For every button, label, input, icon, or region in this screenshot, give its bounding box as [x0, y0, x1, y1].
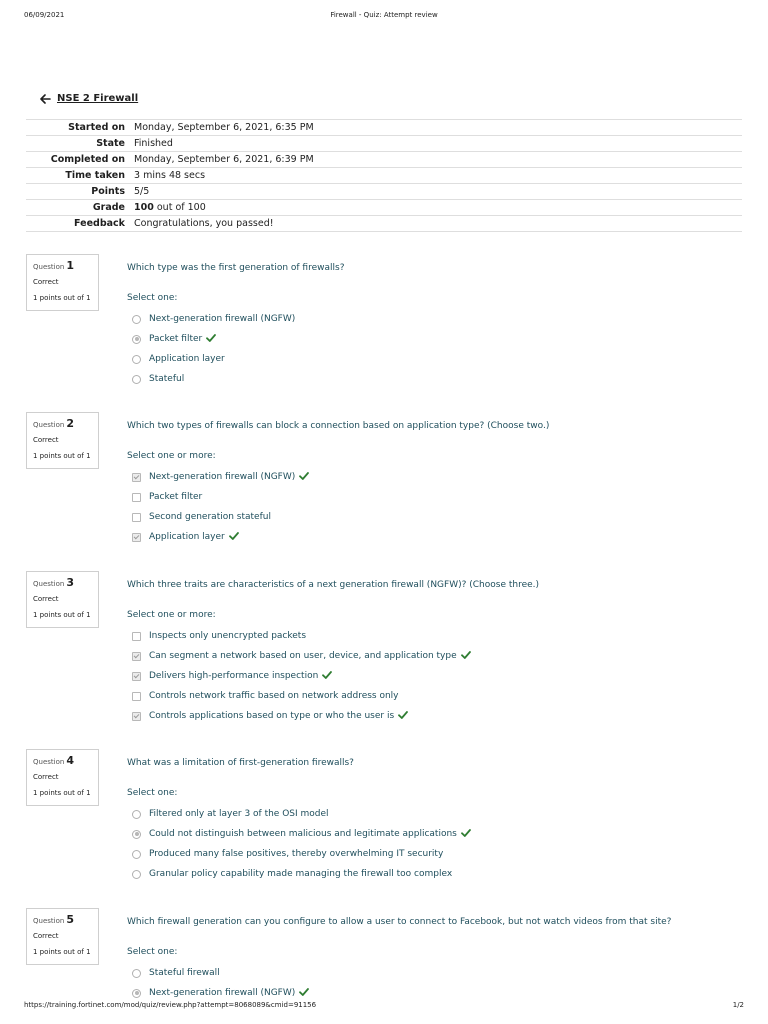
answer-radio[interactable] [132, 375, 141, 384]
answer-list [132, 626, 471, 726]
answer-text: Produced many false positives, thereby overwhelming IT security [149, 849, 444, 859]
question-3 [26, 571, 746, 736]
summary-key: Completed on [26, 152, 134, 168]
answer-option[interactable] [132, 507, 309, 527]
print-date: 06/09/2021 [24, 11, 65, 19]
question-label: Question [33, 758, 65, 766]
summary-row [26, 168, 742, 184]
question-number-value: 3 [66, 576, 74, 589]
answer-text: Application layer [149, 354, 225, 364]
print-header [24, 11, 744, 21]
answer-text: Delivers high-performance inspection [149, 671, 319, 681]
correct-check-icon [299, 472, 309, 483]
answer-text: Granular policy capability made managing the firewall too complex [149, 869, 453, 879]
answer-checkbox[interactable] [132, 533, 141, 542]
answer-text: Stateful [149, 374, 185, 384]
question-label: Question [33, 580, 65, 588]
answer-text: Could not distinguish between malicious and legitimate applications [149, 829, 457, 839]
answer-radio[interactable] [132, 870, 141, 879]
summary-key: State [26, 136, 134, 152]
answer-option[interactable] [132, 487, 309, 507]
summary-value: Finished [134, 136, 742, 152]
summary-row [26, 216, 742, 232]
page-number: 1/2 [732, 1001, 744, 1009]
print-footer [24, 1001, 744, 1011]
answer-option[interactable] [132, 804, 471, 824]
grade-total: out of 100 [153, 202, 206, 213]
summary-value [134, 200, 742, 216]
question-label: Question [33, 421, 65, 429]
question-number [33, 259, 74, 272]
summary-value: Monday, September 6, 2021, 6:39 PM [134, 152, 742, 168]
answer-option[interactable] [132, 309, 295, 329]
answer-checkbox[interactable] [132, 473, 141, 482]
summary-row [26, 152, 742, 168]
answer-prompt: Select one or more: [127, 610, 216, 620]
question-grade: 1 points out of 1 [33, 452, 91, 460]
answer-option[interactable] [132, 824, 471, 844]
answer-radio[interactable] [132, 830, 141, 839]
summary-value: 5/5 [134, 184, 742, 200]
question-text: Which firewall generation can you configure to allow a user to connect to Facebook, but not watch videos from that site? [127, 917, 672, 927]
answer-option[interactable] [132, 963, 309, 983]
question-number-value: 2 [66, 417, 74, 430]
answer-list [132, 963, 309, 1003]
question-grade: 1 points out of 1 [33, 789, 91, 797]
question-grade: 1 points out of 1 [33, 611, 91, 619]
answer-radio[interactable] [132, 989, 141, 998]
question-grade: 1 points out of 1 [33, 294, 91, 302]
answer-radio[interactable] [132, 335, 141, 344]
question-text: Which two types of firewalls can block a connection based on application type? (Choose two.) [127, 421, 550, 431]
answer-radio[interactable] [132, 969, 141, 978]
question-info-box [26, 749, 99, 806]
answer-text: Inspects only unencrypted packets [149, 631, 307, 641]
question-state: Correct [33, 278, 59, 286]
question-text: What was a limitation of first-generation firewalls? [127, 758, 354, 768]
question-number-value: 4 [66, 754, 74, 767]
question-info-box [26, 412, 99, 469]
correct-check-icon [322, 671, 332, 682]
summary-row [26, 136, 742, 152]
answer-radio[interactable] [132, 850, 141, 859]
answer-radio[interactable] [132, 355, 141, 364]
question-4 [26, 749, 746, 894]
correct-check-icon [229, 532, 239, 543]
question-number [33, 417, 74, 430]
attempt-summary-table [26, 119, 742, 232]
correct-check-icon [398, 711, 408, 722]
question-number [33, 754, 74, 767]
answer-prompt: Select one: [127, 293, 178, 303]
question-grade: 1 points out of 1 [33, 948, 91, 956]
question-label: Question [33, 263, 65, 271]
question-info-box [26, 908, 99, 965]
question-number [33, 576, 74, 589]
answer-checkbox[interactable] [132, 513, 141, 522]
answer-text: Application layer [149, 532, 225, 542]
answer-checkbox[interactable] [132, 672, 141, 681]
answer-option[interactable] [132, 467, 309, 487]
question-info-box [26, 571, 99, 628]
summary-row [26, 120, 742, 136]
summary-value: 3 mins 48 secs [134, 168, 742, 184]
answer-text: Packet filter [149, 492, 203, 502]
answer-text: Filtered only at layer 3 of the OSI model [149, 809, 329, 819]
summary-row [26, 200, 742, 216]
answer-list [132, 467, 309, 547]
back-link-nse2-firewall[interactable] [40, 93, 138, 104]
question-info-box [26, 254, 99, 311]
question-state: Correct [33, 773, 59, 781]
grade-score: 100 [134, 202, 154, 213]
summary-key: Started on [26, 120, 134, 136]
arrow-left-icon [40, 94, 51, 104]
question-state: Correct [33, 595, 59, 603]
answer-checkbox[interactable] [132, 712, 141, 721]
answer-option[interactable] [132, 844, 471, 864]
answer-radio[interactable] [132, 810, 141, 819]
print-url: https://training.fortinet.com/mod/quiz/review.php?attempt=8068089&cmid=91156 [24, 1001, 317, 1009]
correct-check-icon [299, 988, 309, 999]
question-number-value: 1 [66, 259, 74, 272]
summary-row [26, 184, 742, 200]
question-number-value: 5 [66, 913, 74, 926]
answer-option[interactable] [132, 527, 309, 547]
answer-checkbox[interactable] [132, 632, 141, 641]
question-text: Which type was the first generation of firewalls? [127, 263, 345, 273]
answer-text: Stateful firewall [149, 968, 220, 978]
answer-prompt: Select one or more: [127, 451, 216, 461]
question-1 [26, 254, 746, 399]
summary-key: Points [26, 184, 134, 200]
answer-checkbox[interactable] [132, 652, 141, 661]
answer-option[interactable] [132, 983, 309, 1003]
answer-text: Next-generation firewall (NGFW) [149, 314, 296, 324]
question-state: Correct [33, 932, 59, 940]
correct-check-icon [461, 829, 471, 840]
answer-checkbox[interactable] [132, 692, 141, 701]
summary-key: Grade [26, 200, 134, 216]
correct-check-icon [461, 651, 471, 662]
answer-option[interactable] [132, 349, 295, 369]
question-5 [26, 908, 746, 1013]
answer-text: Can segment a network based on user, device, and application type [149, 651, 457, 661]
answer-text: Next-generation firewall (NGFW) [149, 988, 296, 998]
question-number [33, 913, 74, 926]
answer-text: Packet filter [149, 334, 203, 344]
question-label: Question [33, 917, 65, 925]
summary-key: Time taken [26, 168, 134, 184]
summary-key: Feedback [26, 216, 134, 232]
answer-option[interactable] [132, 646, 471, 666]
question-state: Correct [33, 436, 59, 444]
answer-option[interactable] [132, 369, 295, 389]
answer-option[interactable] [132, 864, 471, 884]
answer-list [132, 804, 471, 884]
question-2 [26, 412, 746, 557]
answer-text: Second generation stateful [149, 512, 271, 522]
answer-option[interactable] [132, 626, 471, 646]
answer-text: Next-generation firewall (NGFW) [149, 472, 296, 482]
back-link-label: NSE 2 Firewall [57, 93, 139, 104]
answer-option[interactable] [132, 686, 471, 706]
answer-list [132, 309, 295, 389]
answer-prompt: Select one: [127, 947, 178, 957]
answer-text: Controls network traffic based on network address only [149, 691, 399, 701]
summary-value: Monday, September 6, 2021, 6:35 PM [134, 120, 742, 136]
answer-radio[interactable] [132, 315, 141, 324]
answer-option[interactable] [132, 666, 471, 686]
answer-option[interactable] [132, 329, 295, 349]
question-text: Which three traits are characteristics of a next generation firewall (NGFW)? (Choose three.) [127, 580, 540, 590]
print-title: Firewall - Quiz: Attempt review [330, 11, 438, 19]
answer-text: Controls applications based on type or who the user is [149, 711, 395, 721]
answer-checkbox[interactable] [132, 493, 141, 502]
answer-prompt: Select one: [127, 788, 178, 798]
summary-value: Congratulations, you passed! [134, 216, 742, 232]
answer-option[interactable] [132, 706, 471, 726]
correct-check-icon [206, 334, 216, 345]
